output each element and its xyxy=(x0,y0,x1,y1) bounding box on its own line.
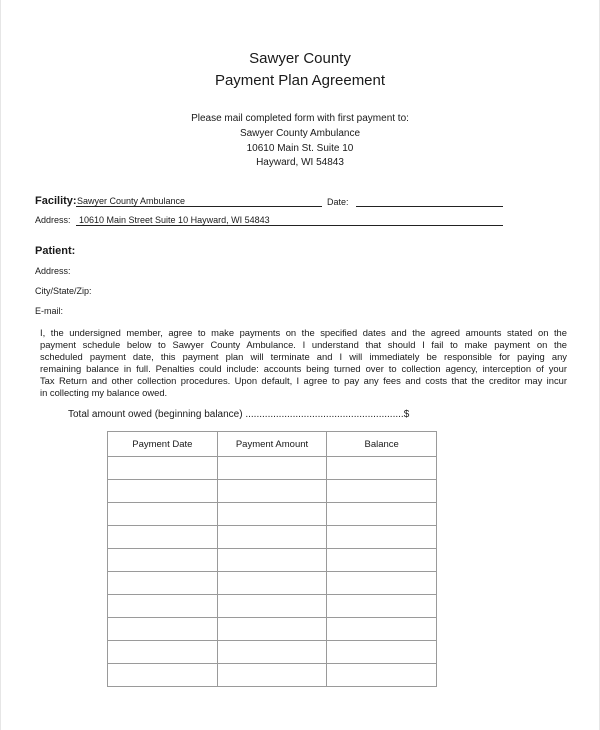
mail-street: 10610 Main St. Suite 10 xyxy=(246,143,354,154)
payment-amount-cell[interactable] xyxy=(217,595,327,618)
agreement-paragraph xyxy=(40,327,567,400)
balance-cell[interactable] xyxy=(327,503,437,526)
payment-date-cell[interactable] xyxy=(108,664,218,687)
facility-address-label: Address: xyxy=(35,215,71,225)
county-name: Sawyer County xyxy=(249,50,351,67)
table-row xyxy=(108,526,437,549)
document-title: Payment Plan Agreement xyxy=(214,72,386,89)
agreement-line: in collecting my balance owed. xyxy=(40,387,168,399)
balance-cell[interactable] xyxy=(327,664,437,687)
payment-amount-cell[interactable] xyxy=(217,572,327,595)
table-row xyxy=(108,572,437,595)
payment-schedule-table xyxy=(107,431,437,687)
patient-city-label: City/State/Zip: xyxy=(35,286,92,296)
patient-address-label: Address: xyxy=(35,266,71,276)
payment-amount-cell[interactable] xyxy=(217,549,327,572)
balance-cell[interactable] xyxy=(327,526,437,549)
payment-amount-cell[interactable] xyxy=(217,480,327,503)
mail-city: Hayward, WI 54843 xyxy=(256,157,344,168)
table-row xyxy=(108,503,437,526)
table-row xyxy=(108,618,437,641)
payment-date-cell[interactable] xyxy=(108,457,218,480)
total-owed-label: Total amount owed (beginning balance) .........................................................$ xyxy=(68,409,410,420)
payment-date-cell[interactable] xyxy=(108,526,218,549)
mail-name: Sawyer County Ambulance xyxy=(239,128,361,139)
payment-amount-cell[interactable] xyxy=(217,457,327,480)
payment-date-cell[interactable] xyxy=(108,503,218,526)
payment-amount-cell[interactable] xyxy=(217,618,327,641)
balance-cell[interactable] xyxy=(327,618,437,641)
payment-date-cell[interactable] xyxy=(108,641,218,664)
column-header-payment-amount: Payment Amount xyxy=(217,432,327,457)
agreement-line: scheduled payment date, this payment plan will terminate and I will immediately be responsible for paying any xyxy=(40,351,567,363)
date-label: Date: xyxy=(327,197,349,207)
table-row xyxy=(108,595,437,618)
payment-date-cell[interactable] xyxy=(108,480,218,503)
payment-amount-cell[interactable] xyxy=(217,503,327,526)
payment-date-cell[interactable] xyxy=(108,549,218,572)
facility-value: Sawyer County Ambulance xyxy=(77,196,186,206)
table-row xyxy=(108,549,437,572)
facility-address-value: 10610 Main Street Suite 10 Hayward, WI 54843 xyxy=(79,215,270,225)
balance-cell[interactable] xyxy=(327,457,437,480)
facility-label: Facility: xyxy=(35,195,77,207)
page-left-edge xyxy=(0,0,1,730)
balance-cell[interactable] xyxy=(327,641,437,664)
patient-heading: Patient: xyxy=(35,245,76,257)
payment-date-cell[interactable] xyxy=(108,572,218,595)
agreement-line: Tax Return and other collection procedures. Upon default, I agree to pay any fees and costs that the creditor may incur xyxy=(40,375,567,387)
agreement-line: I, the undersigned member, agree to make payments on the specified dates and the agreed amounts stated on the xyxy=(40,327,567,338)
payment-date-cell[interactable] xyxy=(108,595,218,618)
payment-amount-cell[interactable] xyxy=(217,641,327,664)
table-row xyxy=(108,664,437,687)
balance-cell[interactable] xyxy=(327,549,437,572)
balance-cell[interactable] xyxy=(327,572,437,595)
agreement-line: remaining balance in full. Penalties could include: accounts being turned over to collection agency, interception of your xyxy=(40,363,567,375)
balance-cell[interactable] xyxy=(327,595,437,618)
table-row xyxy=(108,457,437,480)
date-field[interactable] xyxy=(356,206,503,207)
agreement-line: payment schedule below to Sawyer County Ambulance. I understand that should I fail to make payment on the xyxy=(40,339,567,351)
payment-amount-cell[interactable] xyxy=(217,664,327,687)
balance-cell[interactable] xyxy=(327,480,437,503)
table-row xyxy=(108,641,437,664)
mail-instruction: Please mail completed form with first payment to: xyxy=(191,113,409,124)
column-header-balance: Balance xyxy=(327,432,437,457)
payment-amount-cell[interactable] xyxy=(217,526,327,549)
table-header-row xyxy=(108,432,437,457)
patient-email-label: E-mail: xyxy=(35,306,64,316)
table-row xyxy=(108,480,437,503)
column-header-payment-date: Payment Date xyxy=(108,432,218,457)
payment-date-cell[interactable] xyxy=(108,618,218,641)
